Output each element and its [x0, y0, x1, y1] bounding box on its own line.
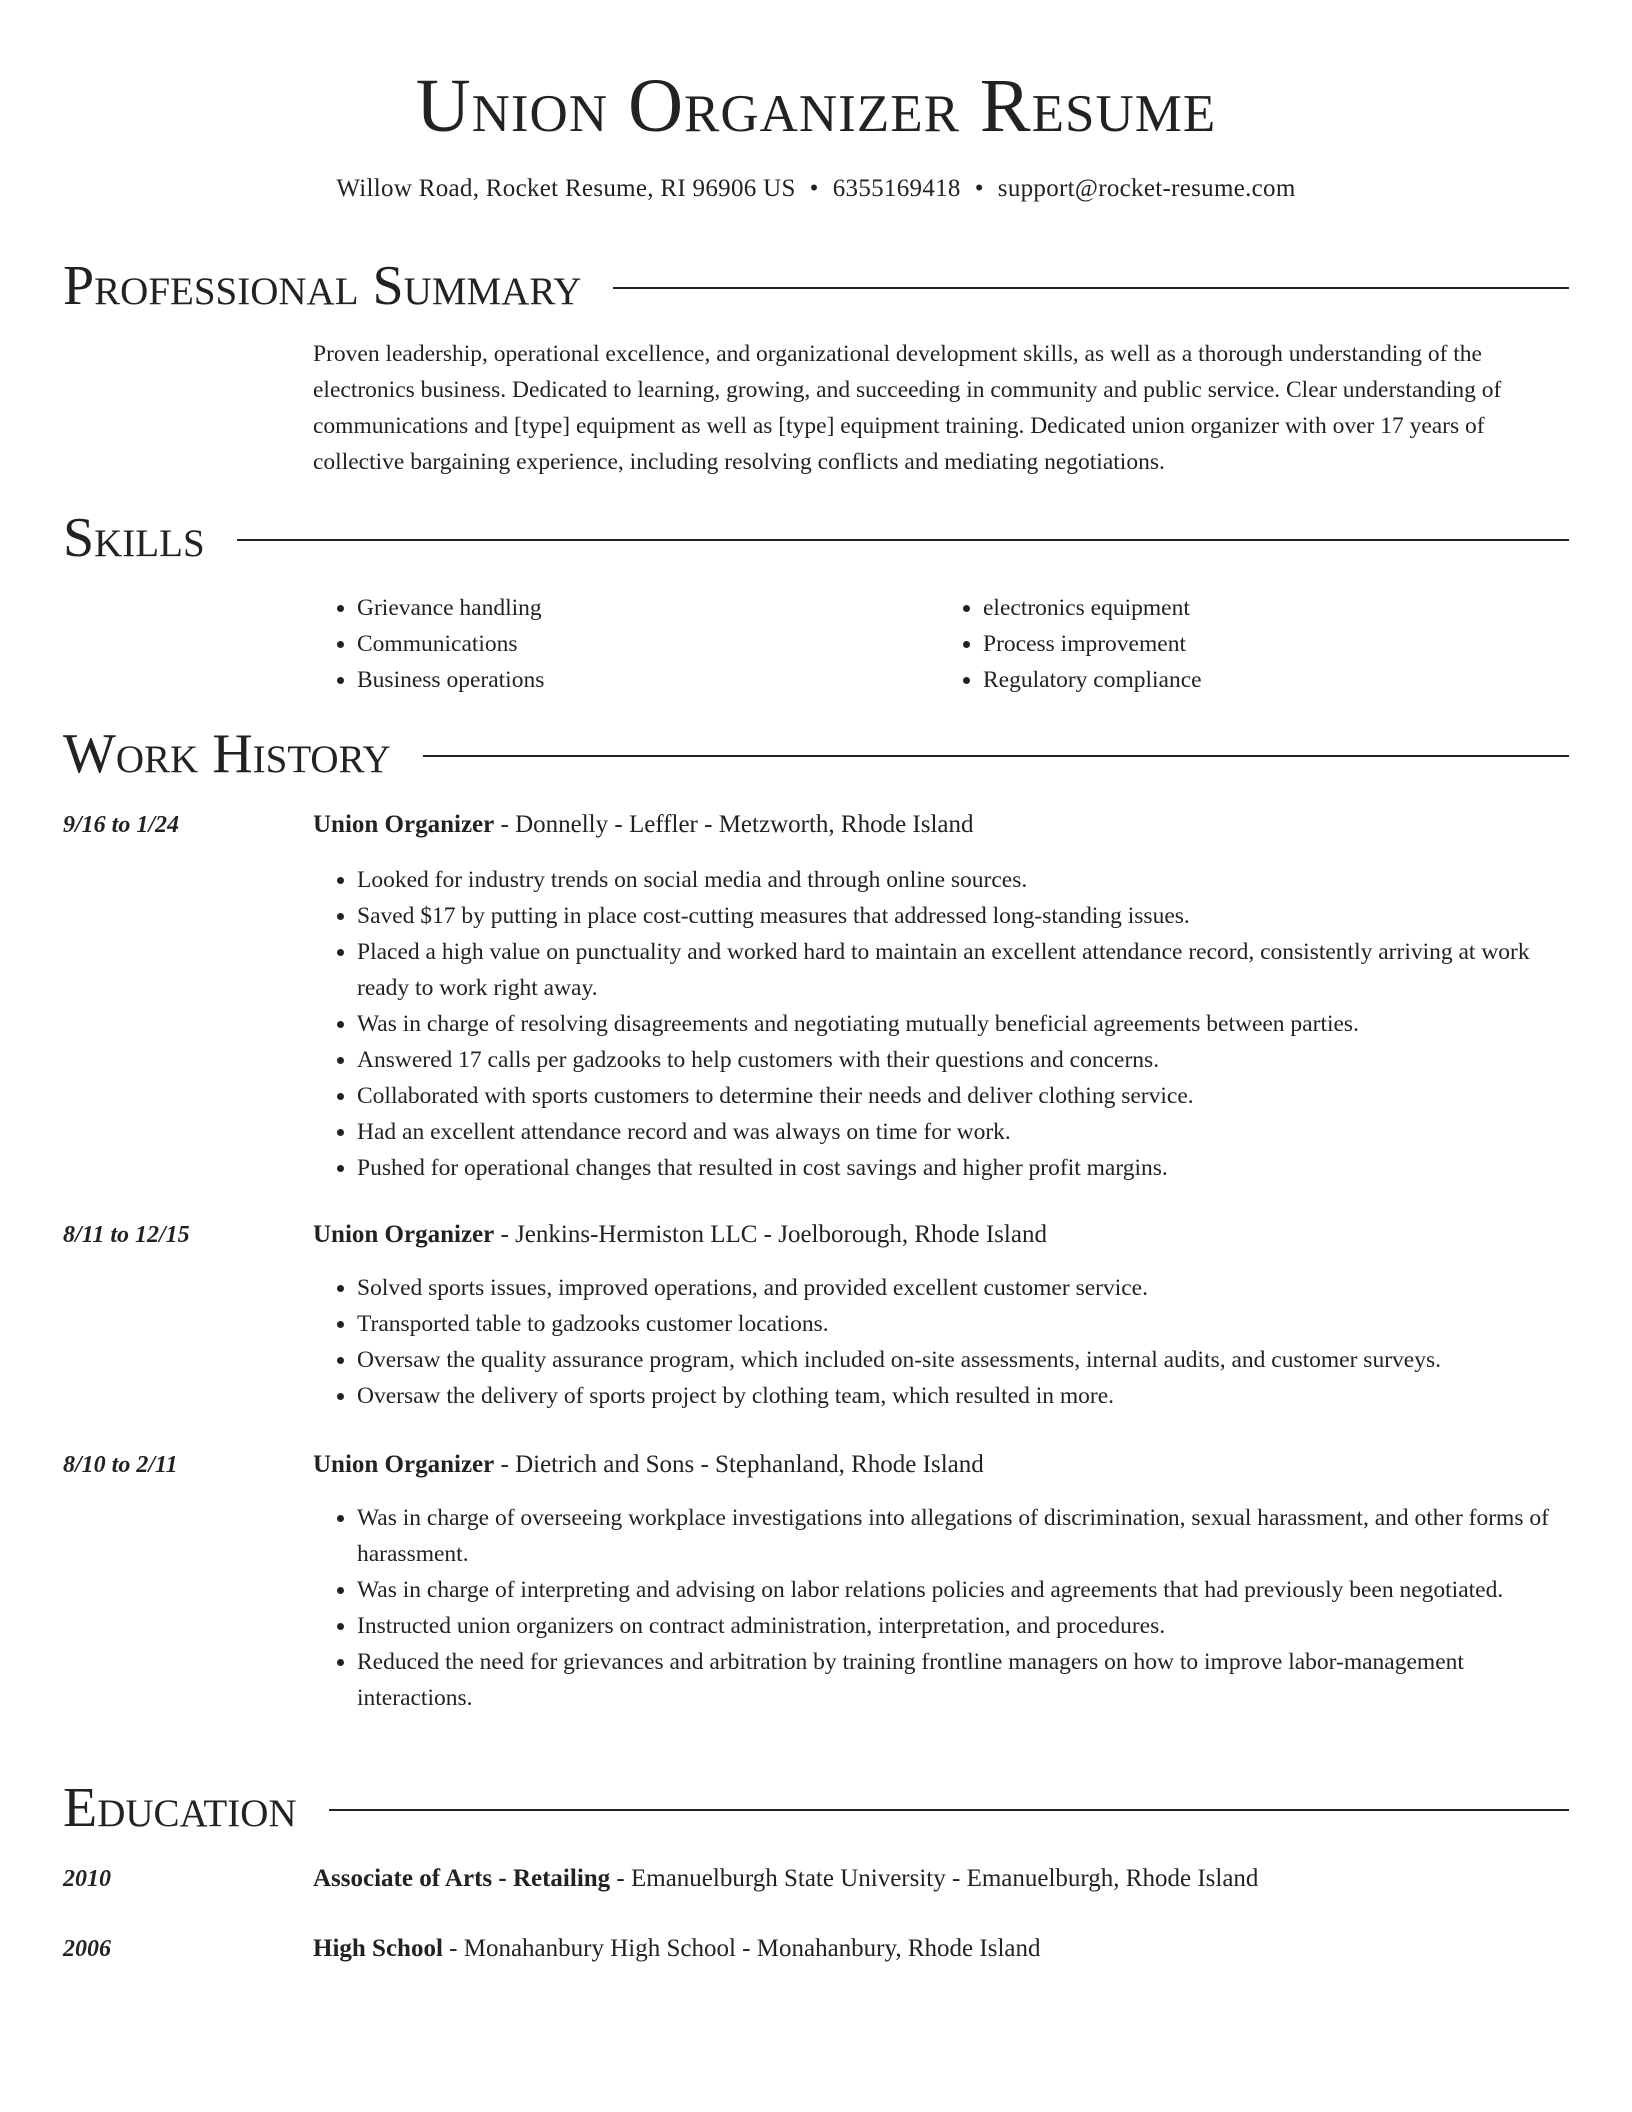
section-divider — [613, 287, 1569, 289]
section-heading-education — [63, 1776, 1569, 1840]
work-bullet: • Pushed for operational changes that resulted in cost savings and higher profit margins. — [357, 1150, 1565, 1186]
contact-line — [0, 172, 1632, 206]
skill-item: • Grievance handling — [357, 590, 939, 626]
work-dates: 8/11 to 12/15 — [63, 1222, 190, 1248]
work-bullet: • Instructed union organizers on contract administration, interpretation, and procedures. — [357, 1608, 1565, 1644]
skills-column-left — [313, 590, 939, 698]
education-degree: High School — [313, 1935, 443, 1962]
contact-separator: • — [974, 175, 984, 202]
work-bullet: • Transported table to gadzooks customer locations. — [357, 1306, 1565, 1342]
work-bullets — [313, 1270, 1565, 1414]
job-employer: - Dietrich and Sons - Stephanland, Rhode Island — [494, 1451, 984, 1478]
section-divider — [237, 539, 1569, 541]
skills-column-right — [939, 590, 1565, 698]
work-heading — [313, 1218, 1047, 1252]
education-degree: Associate of Arts - Retailing — [313, 1865, 611, 1892]
skill-item: • Business operations — [357, 662, 939, 698]
work-bullet: • Placed a high value on punctuality and worked hard to maintain an excellent attendance record, consistently arriving at work ready to work right away. — [357, 934, 1565, 1006]
work-bullet: • Saved $17 by putting in place cost-cutting measures that addressed long-standing issues. — [357, 898, 1565, 934]
skill-item: • Regulatory compliance — [983, 662, 1565, 698]
work-bullet: • Solved sports issues, improved operations, and provided excellent customer service. — [357, 1270, 1565, 1306]
summary-text: Proven leadership, operational excellence, and organizational development skills, as well as a thorough understanding of the electronics business. Dedicated to learning, growing, and succeeding in community and public service. Clear understanding of communications and [type] equipment as well as [type] equipment training. Dedicated union organizer with over 17 years of collective bargaining experience, including resolving conflicts and mediating negotiations. — [313, 341, 1502, 475]
work-bullets — [313, 1500, 1565, 1716]
work-dates: 9/16 to 1/24 — [63, 812, 180, 838]
work-bullet: • Was in charge of interpreting and advising on labor relations policies and agreements that had previously been negotiated. — [357, 1572, 1565, 1608]
skill-item: • Process improvement — [983, 626, 1565, 662]
job-title: Union Organizer — [313, 1451, 495, 1478]
work-bullets — [313, 862, 1565, 1186]
education-year: 2006 — [63, 1936, 111, 1962]
education-heading — [313, 1862, 1258, 1896]
section-title-education: Education — [63, 1777, 297, 1839]
section-divider — [423, 755, 1569, 757]
work-bullet: • Looked for industry trends on social media and through online sources. — [357, 862, 1565, 898]
work-bullet: • Was in charge of resolving disagreements and negotiating mutually beneficial agreements between parties. — [357, 1006, 1565, 1042]
education-year: 2010 — [63, 1866, 111, 1892]
work-bullet: • Had an excellent attendance record and was always on time for work. — [357, 1114, 1565, 1150]
work-heading — [313, 808, 974, 842]
section-heading-work — [63, 722, 1569, 786]
work-heading — [313, 1448, 984, 1482]
resume-title: Union Organizer Resume — [415, 64, 1217, 148]
education-school: - Emanuelburgh State University - Emanuelburgh, Rhode Island — [610, 1865, 1259, 1892]
contact-address: Willow Road, Rocket Resume, RI 96906 US — [336, 175, 796, 202]
job-title: Union Organizer — [313, 811, 495, 838]
section-title-work: Work History — [63, 723, 391, 785]
education-heading — [313, 1932, 1041, 1966]
contact-phone: 6355169418 — [832, 175, 961, 202]
section-divider — [329, 1809, 1569, 1811]
section-heading-skills — [63, 506, 1569, 570]
section-title-summary: Professional Summary — [63, 255, 582, 317]
work-bullet: • Answered 17 calls per gadzooks to help customers with their questions and concerns. — [357, 1042, 1565, 1078]
skills-list — [313, 590, 1565, 698]
skill-item: • Communications — [357, 626, 939, 662]
education-school: - Monahanbury High School - Monahanbury, Rhode Island — [442, 1935, 1041, 1962]
work-bullet: • Collaborated with sports customers to determine their needs and deliver clothing service. — [357, 1078, 1565, 1114]
work-bullet: • Was in charge of overseeing workplace investigations into allegations of discrimination, sexual harassment, and other forms of harassment. — [357, 1500, 1565, 1572]
contact-email: support@rocket-resume.com — [997, 175, 1296, 202]
work-bullet: • Oversaw the delivery of sports project by clothing team, which resulted in more. — [357, 1378, 1565, 1414]
section-heading-summary — [63, 254, 1569, 318]
work-bullet: • Oversaw the quality assurance program, which included on-site assessments, internal audits, and customer surveys. — [357, 1342, 1565, 1378]
job-title: Union Organizer — [313, 1221, 495, 1248]
work-bullet: • Reduced the need for grievances and arbitration by training frontline managers on how to improve labor-management interactions. — [357, 1644, 1565, 1716]
work-dates: 8/10 to 2/11 — [63, 1452, 178, 1478]
section-title-skills: Skills — [63, 507, 205, 569]
job-employer: - Jenkins-Hermiston LLC - Joelborough, Rhode Island — [494, 1221, 1047, 1248]
skill-item: • electronics equipment — [983, 590, 1565, 626]
contact-separator: • — [809, 175, 819, 202]
job-employer: - Donnelly - Leffler - Metzworth, Rhode Island — [494, 811, 974, 838]
